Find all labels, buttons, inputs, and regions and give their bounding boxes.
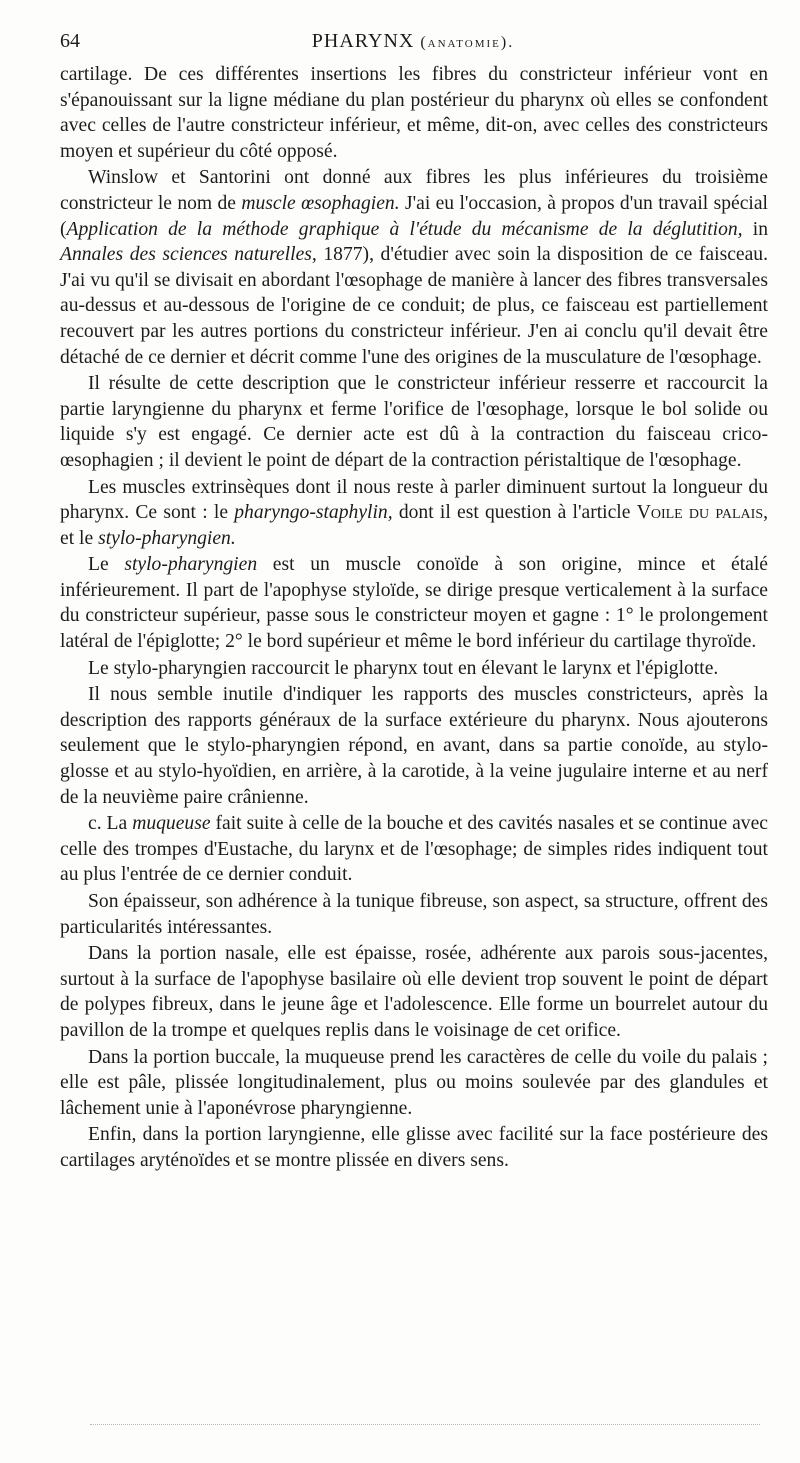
paragraph-9: Son épaisseur, son adhérence à la tunique fibreuse, son aspect, sa structure, offrent des particularités intéressantes. xyxy=(60,891,768,938)
p2-text-c: J'ai eu l'occasion, à propos d'un travail spécial ( xyxy=(60,192,768,240)
p2-term-muscle-oesophagien: muscle œsophagien. xyxy=(241,192,400,214)
paragraph-5 xyxy=(60,552,768,654)
p2-text-g: 1877), d'étudier avec soin la disposition de ce faisceau. J'ai vu qu'il se divisait en abordant l'œsophage de manière à lancer des fibres transversales au-dessus et au-dessous de l'origine de ce conduit; de plus, ce faisceau est partiellement recouvert par les autres portions du constricteur inférieur. J'en ai conclu qu'il devait être détaché de ce dernier et décrit comme l'une des origines de la musculature de l'œsophage. xyxy=(60,244,768,368)
running-title-main: PHARYNX xyxy=(311,30,415,52)
page-number: 64 xyxy=(60,30,80,52)
paragraph-4 xyxy=(60,475,768,552)
paragraph-11: Dans la portion buccale, la muqueuse prend les caractères de celle du voile du palais ; elle est pâle, plissée longitudinalement, plus ou moins soulevée par des glandules et lâchement unie à l'aponévrose pharyngienne. xyxy=(60,1046,768,1119)
paragraph-1: cartilage. De ces différentes insertions les fibres du constricteur inférieur vont en s'épanouissant sur la ligne médiane du plan postérieur du pharynx où elles se confondent avec celles de l'autre constricteur inférieur, et même, dit-on, avec celles des constricteurs moyen et supérieur du côté opposé. xyxy=(60,64,768,162)
p5-text-a: Le xyxy=(88,554,125,576)
paragraph-12: Enfin, dans la portion laryngienne, elle glisse avec facilité sur la face postérieure des cartilages aryténoïdes et se montre plissée en divers sens. xyxy=(60,1124,768,1171)
p2-text-e: in xyxy=(742,218,768,240)
p5-term-stylo-pharyngien: stylo-pharyngien xyxy=(124,554,258,576)
p4-text-a: Les muscles extrinsèques dont il nous reste à parler diminuent surtout la longueur du pharynx. Ce sont : le xyxy=(60,476,768,524)
p8-text-c: fait suite à celle de la bouche et des cavités nasales et se continue avec celle des trompes d'Eustache, du larynx et de l'œsophage; de simples rides indiquent tout au plus l'entrée de ce dernier conduit. xyxy=(60,813,768,886)
paragraph-2 xyxy=(60,165,768,370)
paragraph-3: Il résulte de cette description que le constricteur inférieur resserre et raccourcit la partie laryngienne du pharynx et ferme l'orifice de l'œsophage, lorsque le bol solide ou liquide s'y est engagé. Ce dernier acte est dû à la contraction du faisceau crico-œsophagien ; il devient le point de départ de la contraction péristaltique de l'œsophage. xyxy=(60,373,768,471)
p8-term-muqueuse: muqueuse xyxy=(132,813,211,835)
running-title-sub: (anatomie). xyxy=(420,34,515,51)
p4-article-reference: Voile du palais xyxy=(636,502,764,524)
p2-work-title: Application de la méthode graphique à l'étude du mécanisme de la déglutition, xyxy=(66,218,743,240)
p5-text-c: est un muscle conoïde à son origine, mince et étalé inférieurement. Il part de l'apophyse styloïde, se dirige presque verticalement à la surface du constricteur supérieur, passe sous le constricteur moyen et gagne : 1° le prolongement latéral de l'épiglotte; 2° le bord supérieur et même le bord inférieur du cartilage thyroïde. xyxy=(60,554,768,653)
paragraph-6: Le stylo-pharyngien raccourcit le pharynx tout en élevant le larynx et l'épiglotte. xyxy=(88,657,719,679)
p4-term-pharyngo-staphylin: pharyngo-staphylin, xyxy=(234,502,393,524)
paragraph-8 xyxy=(60,811,768,888)
p4-text-e: , et le xyxy=(60,502,769,549)
p2-text-a: Winslow et Santorini ont donné aux fibres les plus inférieures du troisième constricteur le nom de xyxy=(60,167,768,214)
paragraph-10: Dans la portion nasale, elle est épaisse, rosée, adhérente aux parois sous-jacentes, surtout à la surface de l'apophyse basilaire où elle devient trop souvent le point de départ de polypes fibreux, dans le jeune âge et l'adolescence. Elle forme un bourrelet autour du pavillon de la trompe et quelques replis dans le voisinage de cet orifice. xyxy=(60,943,768,1041)
page-header xyxy=(60,30,766,56)
p4-term-stylo-pharyngien: stylo-pharyngien. xyxy=(98,527,236,549)
p8-text-a: c. La xyxy=(88,813,133,835)
running-title xyxy=(60,30,766,53)
bottom-rule xyxy=(90,1424,760,1425)
paragraph-7: Il nous semble inutile d'indiquer les rapports des muscles constricteurs, après la description des rapports généraux de la surface extérieure du pharynx. Nous ajouterons seulement que le stylo-pharyngien répond, en avant, dans sa partie conoïde, au stylo-glosse et au stylo-hyoïdien, en arrière, à la carotide, à la veine jugulaire interne et au nerf de la neuvième paire crânienne. xyxy=(60,684,768,808)
p2-journal-title: Annales des sciences naturelles, xyxy=(60,244,317,266)
body-text xyxy=(60,62,768,1174)
p4-text-c: dont il est question à l'article xyxy=(392,502,637,524)
